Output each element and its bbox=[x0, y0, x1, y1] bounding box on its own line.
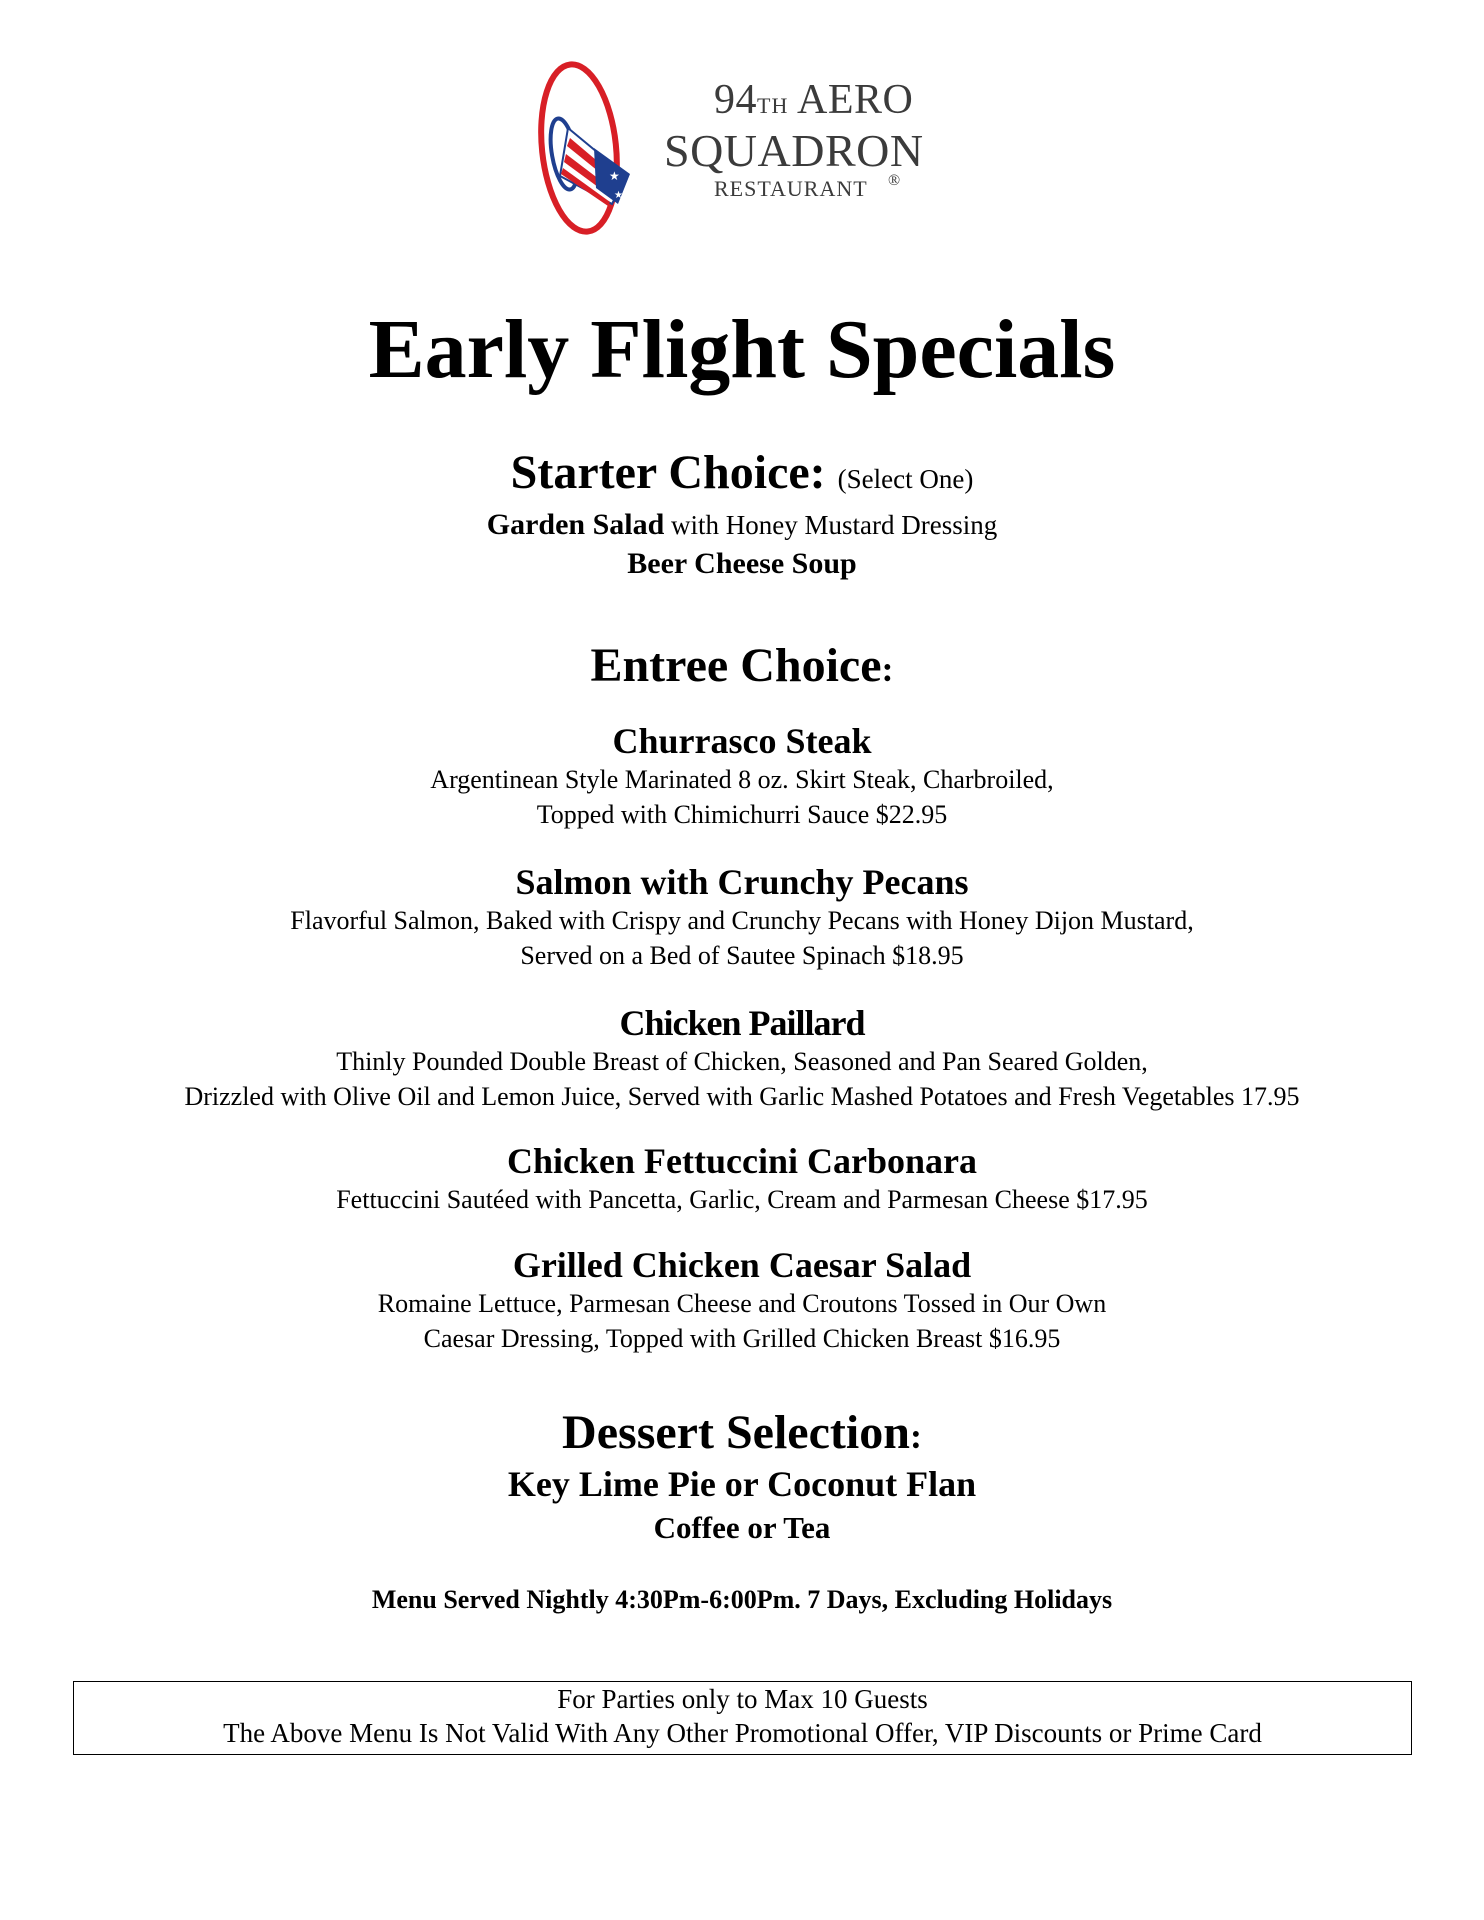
logo-aero: AERO bbox=[797, 77, 914, 123]
starter-item-detail: with Honey Mustard Dressing bbox=[671, 510, 998, 540]
entree-item-name: Grilled Chicken Caesar Salad bbox=[512, 1245, 972, 1285]
svg-text:★: ★ bbox=[609, 169, 620, 183]
dessert-heading-colon: : bbox=[909, 1416, 922, 1456]
entree-item-desc: Drizzled with Olive Oil and Lemon Juice, Served with Garlic Mashed Potatoes and Fresh Vegetables 17.95 bbox=[184, 1082, 1300, 1111]
dessert-heading bbox=[0, 1405, 1484, 1464]
starter-note: (Select One) bbox=[837, 464, 974, 494]
logo-line-3: RESTAURANT bbox=[714, 176, 868, 201]
starter-heading-text: Starter Choice: bbox=[510, 446, 826, 499]
footer-line-2: The Above Menu Is Not Valid With Any Other Promotional Offer, VIP Discounts or Prime Card bbox=[223, 1718, 1262, 1748]
logo-line-2: SQUADRON bbox=[664, 125, 924, 176]
starter-heading bbox=[0, 445, 1484, 507]
footer-notice-box bbox=[73, 1681, 1412, 1755]
svg-text:★: ★ bbox=[614, 190, 623, 201]
entree-item-desc: Thinly Pounded Double Breast of Chicken, Seasoned and Pan Seared Golden, bbox=[336, 1047, 1148, 1076]
entree-item-desc: Served on a Bed of Sautee Spinach $18.95 bbox=[520, 941, 964, 970]
entree-item-name: Churrasco Steak bbox=[612, 721, 872, 761]
starter-item-name: Garden Salad bbox=[486, 508, 665, 541]
dessert-heading-text: Dessert Selection bbox=[562, 1406, 910, 1459]
restaurant-logo bbox=[534, 58, 924, 238]
entree-item-name: Chicken Fettuccini Carbonara bbox=[507, 1141, 977, 1181]
logo-line-1 bbox=[714, 76, 913, 124]
entree-item-name: Chicken Paillard bbox=[619, 1003, 865, 1043]
entree-item-desc: Argentinean Style Marinated 8 oz. Skirt Steak, Charbroiled, bbox=[430, 765, 1054, 794]
dessert-line-1: Key Lime Pie or Coconut Flan bbox=[507, 1464, 977, 1504]
entree-heading-colon: : bbox=[881, 649, 894, 689]
entree-item-name: Salmon with Crunchy Pecans bbox=[515, 862, 969, 902]
starter-item-2: Beer Cheese Soup bbox=[627, 547, 857, 580]
dessert-line-2: Coffee or Tea bbox=[653, 1510, 831, 1545]
entree-item-desc: Topped with Chimichurri Sauce $22.95 bbox=[536, 800, 948, 829]
starter-item-1 bbox=[0, 506, 1484, 544]
page-title: Early Flight Specials bbox=[368, 303, 1116, 396]
logo-number: 94 bbox=[714, 77, 757, 123]
served-note: Menu Served Nightly 4:30Pm-6:00Pm. 7 Days, Excluding Holidays bbox=[371, 1585, 1113, 1614]
entree-item-desc: Caesar Dressing, Topped with Grilled Chicken Breast $16.95 bbox=[423, 1324, 1061, 1353]
entree-heading-text: Entree Choice bbox=[590, 639, 882, 692]
entree-item-desc: Romaine Lettuce, Parmesan Cheese and Croutons Tossed in Our Own bbox=[377, 1289, 1107, 1318]
top-hat-logo-icon bbox=[534, 58, 644, 238]
entree-item-desc: Fettuccini Sautéed with Pancetta, Garlic, Cream and Parmesan Cheese $17.95 bbox=[336, 1185, 1148, 1214]
footer-line-1: For Parties only to Max 10 Guests bbox=[557, 1684, 928, 1714]
logo-number-suffix: TH bbox=[757, 93, 789, 118]
registered-mark: ® bbox=[888, 172, 901, 189]
entree-item-desc: Flavorful Salmon, Baked with Crispy and Crunchy Pecans with Honey Dijon Mustard, bbox=[290, 906, 1194, 935]
entree-heading bbox=[0, 638, 1484, 697]
